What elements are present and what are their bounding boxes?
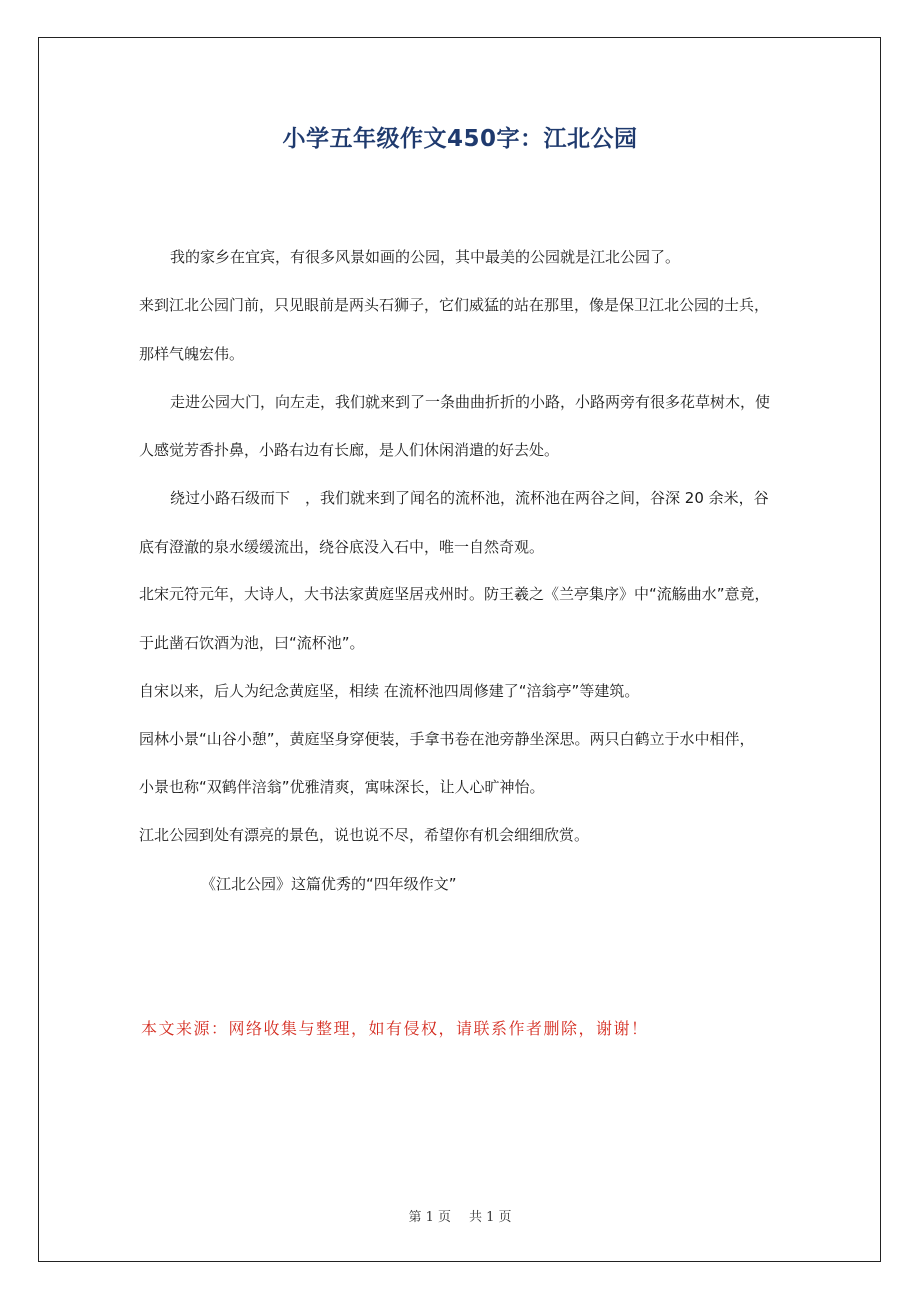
paragraph-6: 自宋以来，后人为纪念黄庭坚，相续 在流杯池四周修建了“涪翁亭”等建筑。 [139,682,640,700]
paragraph-3-line-2: 人感觉芳香扑鼻，小路右边有长廊，是人们休闲消遣的好去处。 [139,441,560,459]
page-total: 共 1 页 [469,1210,512,1225]
page-number: 第 1 页 [408,1210,451,1225]
paragraph-3-line-1: 走进公园大门，向左走，我们就来到了一条曲曲折折的小路，小路两旁有很多花草树木，使 [170,393,771,411]
paragraph-4-line-1: 绕过小路石级而下 ，我们就来到了闻名的流杯池，流杯池在两谷之间，谷深 20 余米，谷 [170,489,769,507]
paragraph-7-line-2: 小景也称“双鹤伴涪翁”优雅清爽，寓味深长，让人心旷神怡。 [139,778,545,796]
page-footer [0,1206,920,1225]
document-title: 小学五年级作文450字：江北公园 [282,126,638,152]
paragraph-4-line-2: 底有澄澈的泉水缓缓流出，绕谷底没入石中，唯一自然奇观。 [139,538,545,556]
paragraph-2-line-2: 那样气魄宏伟。 [139,345,245,363]
paragraph-9: 《江北公园》这篇优秀的“四年级作文” [201,875,457,893]
paragraph-5-line-2: 于此凿石饮酒为池，曰“流杯池”。 [139,634,365,652]
paragraph-1: 我的家乡在宜宾，有很多风景如画的公园，其中最美的公园就是江北公园了。 [170,248,681,266]
paragraph-7-line-1: 园林小景“山谷小憩”，黄庭坚身穿便装，手拿书卷在池旁静坐深思。两只白鹤立于水中相伴， [139,730,755,748]
paragraph-8: 江北公园到处有漂亮的景色，说也说不尽，希望你有机会细细欣赏。 [139,826,590,844]
paragraph-5-line-1: 北宋元符元年，大诗人，大书法家黄庭坚居戎州时。防王羲之《兰亭集序》中“流觞曲水”意竟， [139,585,770,603]
source-note: 本文来源：网络收集与整理，如有侵权，请联系作者删除，谢谢！ [141,1019,649,1038]
paragraph-2-line-1: 来到江北公园门前，只见眼前是两头石狮子，它们威猛的站在那里，像是保卫江北公园的士兵， [139,296,770,314]
